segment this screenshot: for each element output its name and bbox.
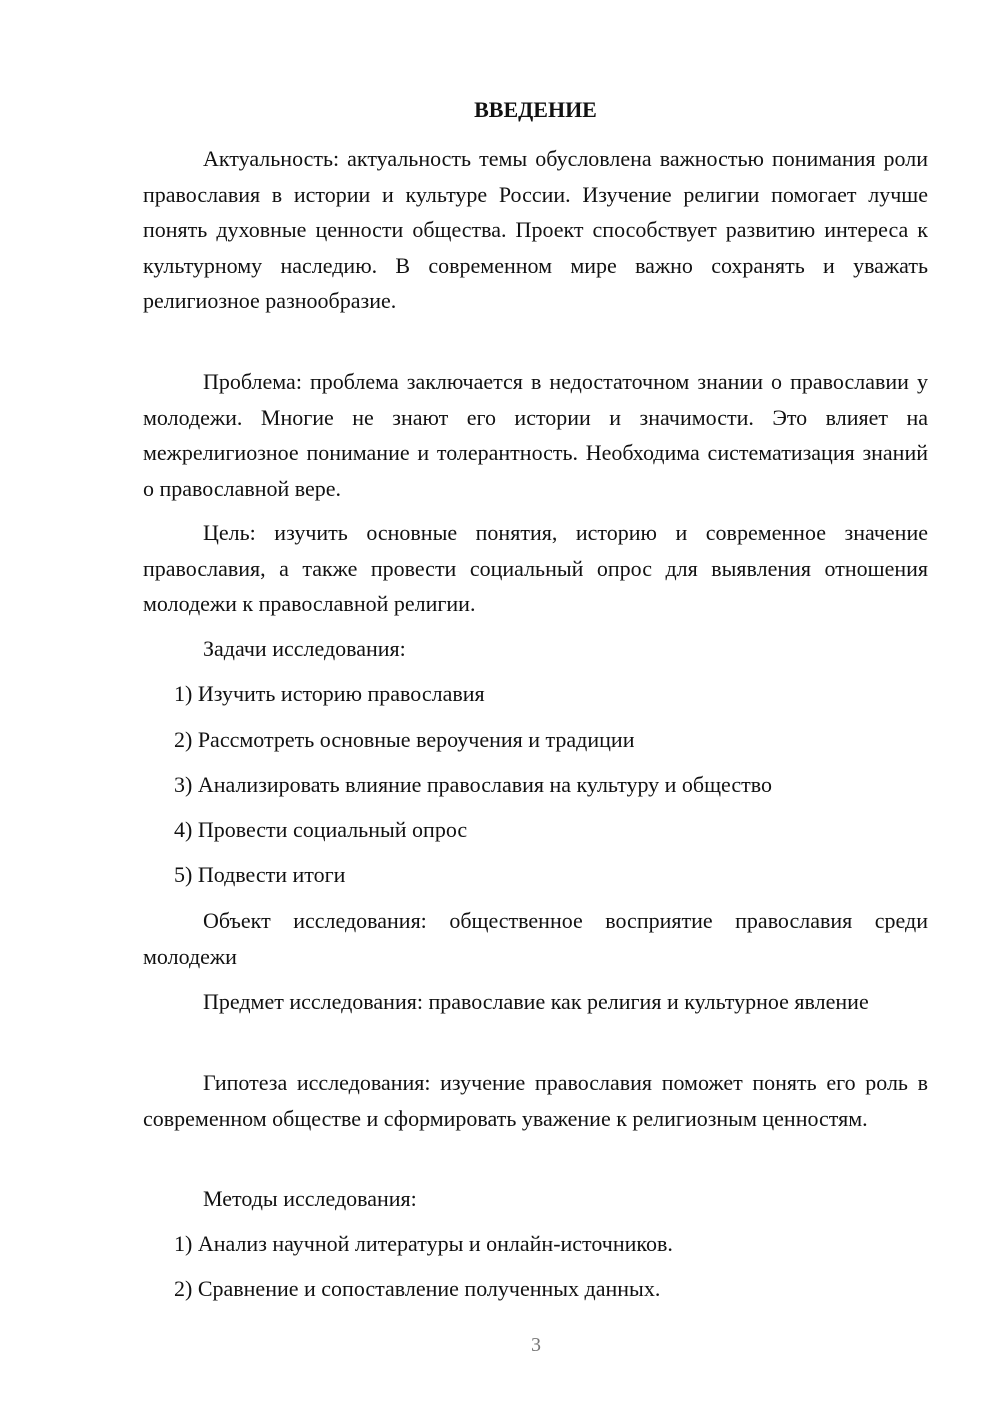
task-item-4: 4) Провести социальный опрос — [174, 817, 468, 842]
tasks-heading: Задачи исследования: — [203, 636, 406, 661]
subject-paragraph: Предмет исследования: православие как религия и культурное явление — [203, 989, 869, 1014]
goal-paragraph: Цель: изучить основные понятия, историю и современное значение православия, а также провести социальный опрос для выявления отношения молодежи к православной религии. — [143, 520, 928, 616]
method-item-1: 1) Анализ научной литературы и онлайн-источников. — [174, 1231, 673, 1256]
object-paragraph: Объект исследования: общественное восприятие православия среди молодежи — [143, 908, 928, 969]
task-item-5: 5) Подвести итоги — [174, 862, 346, 887]
relevance-paragraph: Актуальность: актуальность темы обусловлена важностью понимания роли православия в истории и культуре России. Изучение религии помогает лучше понять духовные ценности общества. Проект способствует развитию интереса к культурному наследию. В современном мире важно сохранять и уважать религиозное разнообразие. — [143, 146, 928, 313]
task-item-2: 2) Рассмотреть основные вероучения и традиции — [174, 727, 635, 752]
problem-paragraph: Проблема: проблема заключается в недостаточном знании о православии у молодежи. Многие не знают его истории и значимости. Это влияет на межрелигиозное понимание и толерантность. Необходима систематизация знаний о православной вере. — [143, 369, 928, 501]
task-item-1: 1) Изучить историю православия — [174, 681, 485, 706]
page-number: 3 — [531, 1334, 541, 1356]
page-title: ВВЕДЕНИЕ — [474, 97, 597, 122]
hypothesis-paragraph: Гипотеза исследования: изучение православия поможет понять его роль в современном обществе и сформировать уважение к религиозным ценностям. — [143, 1070, 928, 1131]
method-item-2: 2) Сравнение и сопоставление полученных данных. — [174, 1276, 661, 1301]
task-item-3: 3) Анализировать влияние православия на культуру и общество — [174, 772, 772, 797]
methods-heading: Методы исследования: — [203, 1186, 417, 1211]
